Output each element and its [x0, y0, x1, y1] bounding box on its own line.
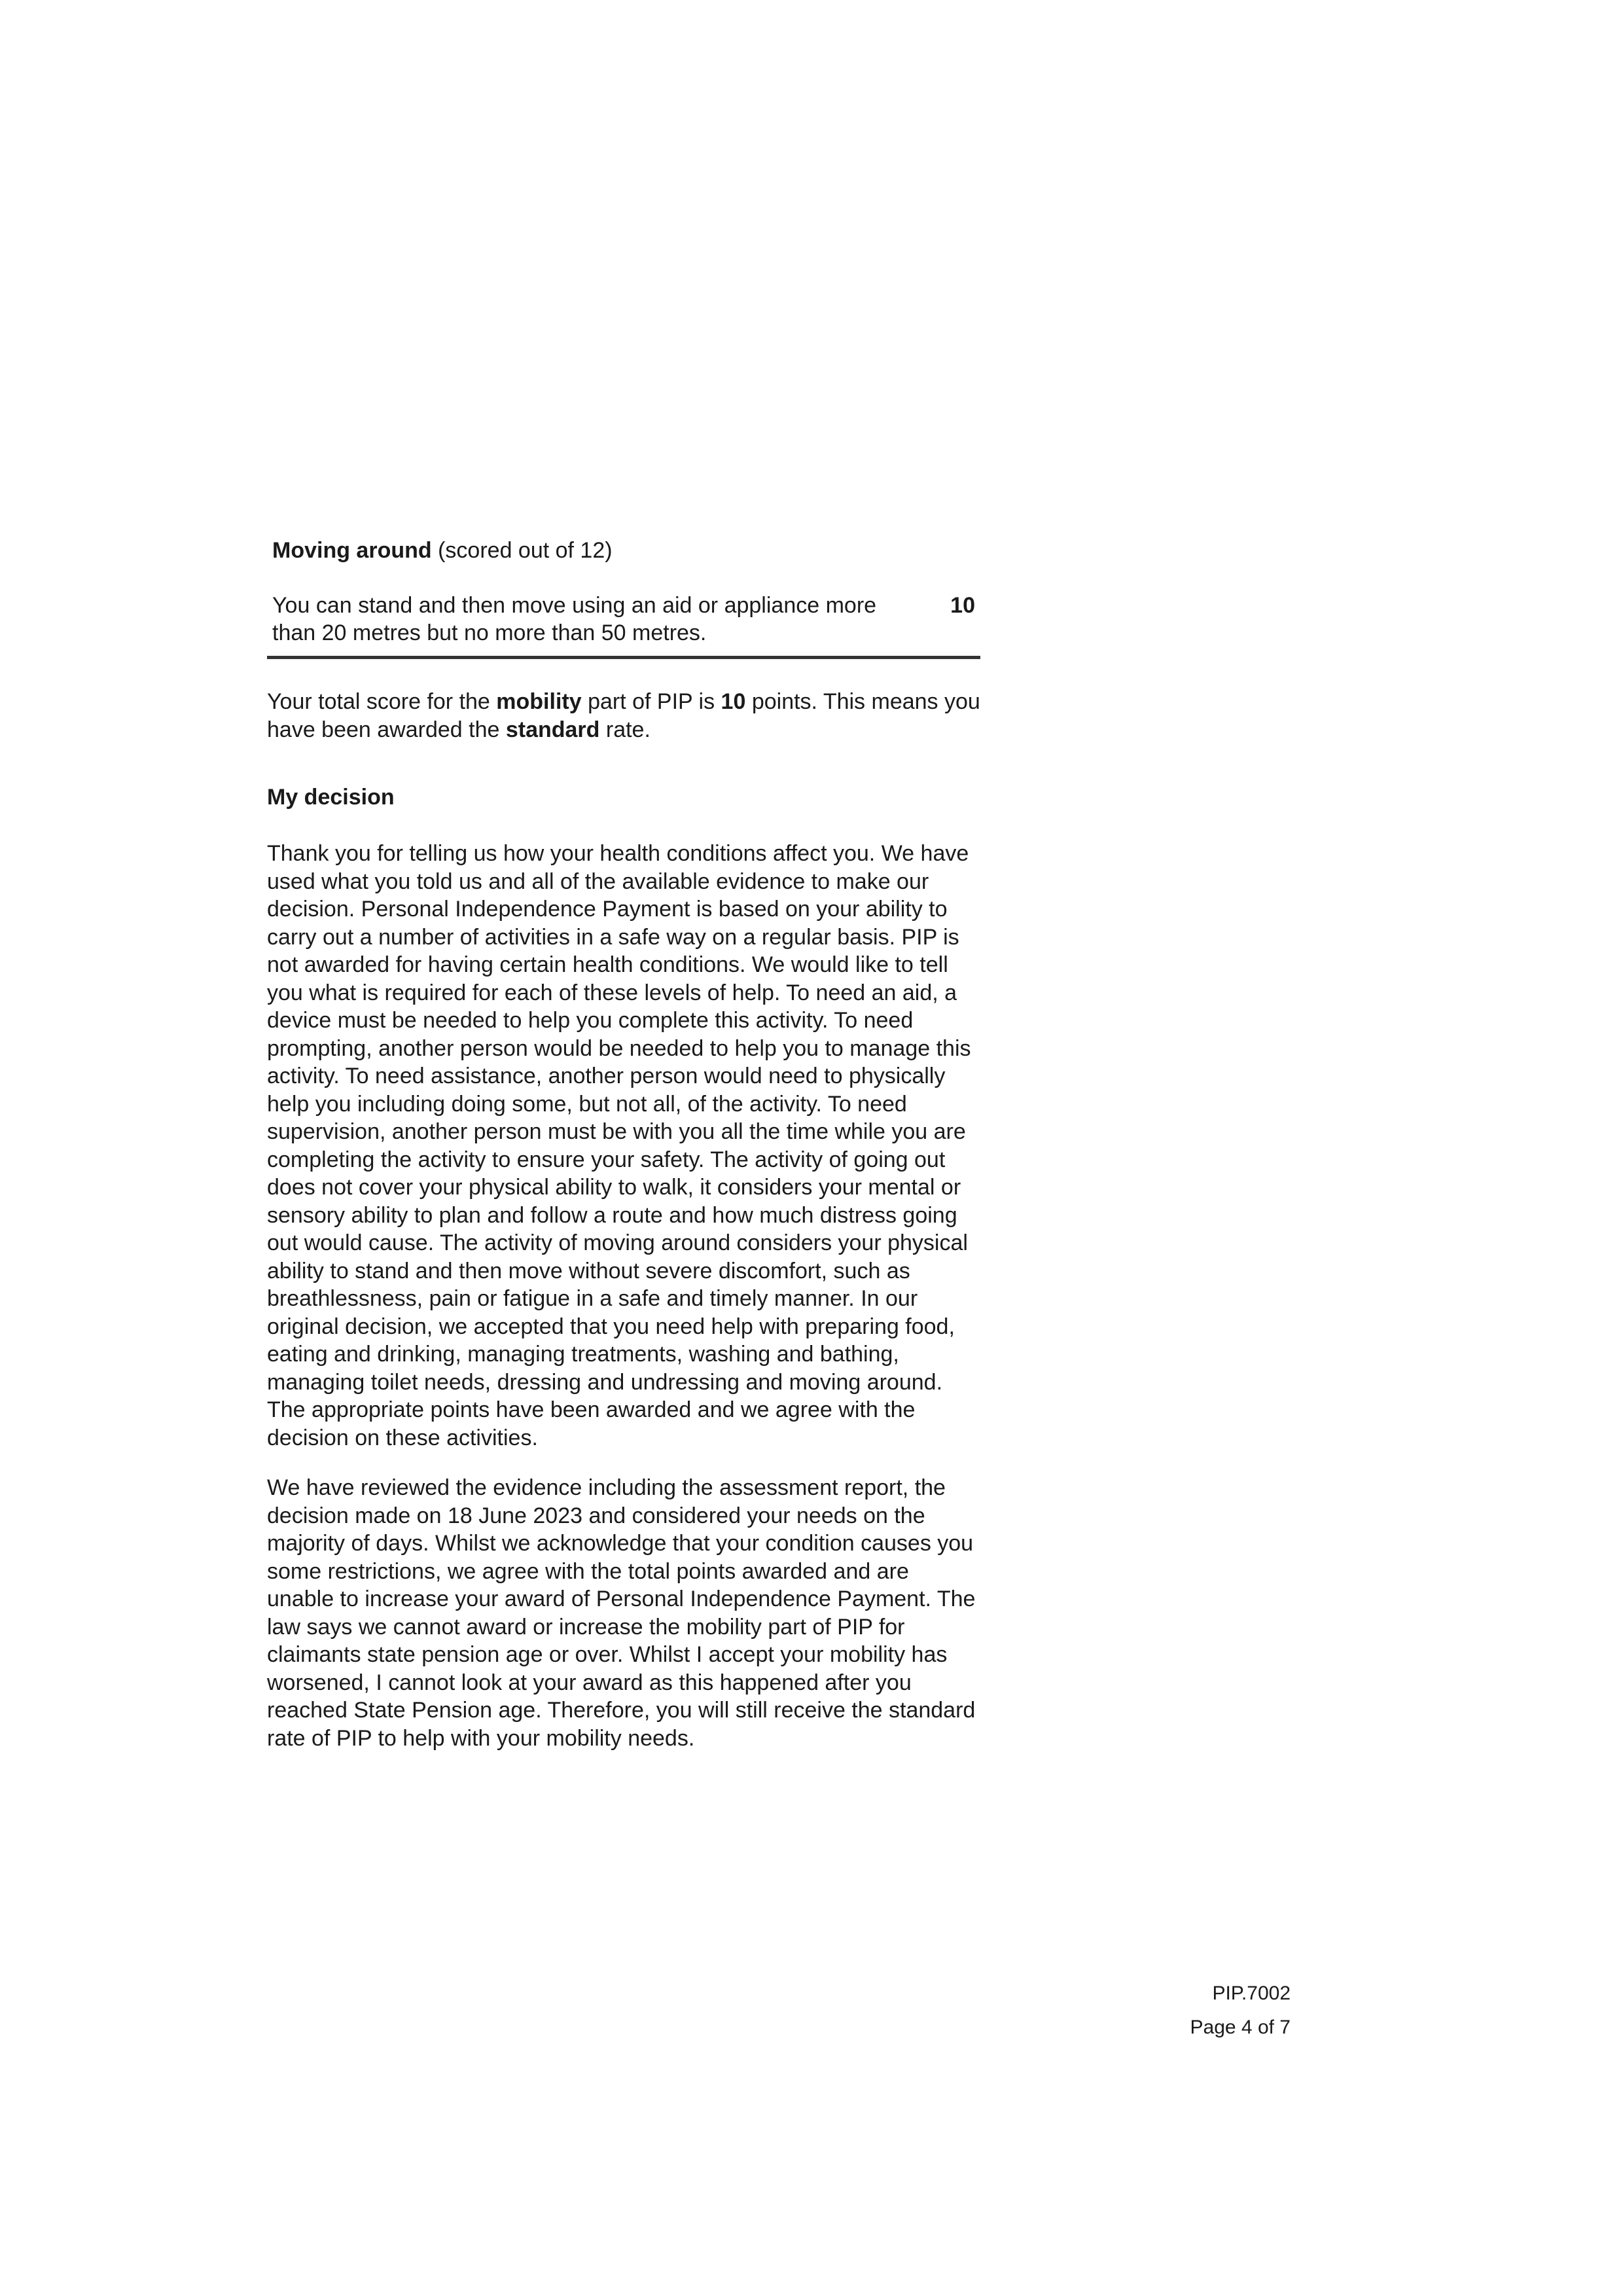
award-rate: standard	[505, 717, 600, 742]
total-score-value: 10	[721, 689, 746, 714]
letter-body	[267, 535, 980, 1774]
page-number: Page 4 of 7	[1190, 2017, 1291, 2038]
mobility-label: mobility	[496, 689, 582, 714]
moving-around-descriptor: You can stand and then move using an aid or appliance more than 20 metres but no more than 50 metres.	[272, 593, 877, 645]
moving-around-title: Moving around	[272, 538, 432, 563]
moving-around-score-row	[267, 592, 980, 659]
moving-around-scored-out-of: (scored out of 12)	[431, 538, 613, 563]
decision-paragraph-1: Thank you for telling us how your health conditions affect you. We have used what you told us and all of the available evidence to make our decision. Personal Independence Payment is based on your ability to carry out a number of activities in a safe way on a regular basis. PIP is not awarded for having certain health conditions. We would like to tell you what is required for each of these levels of help. To need an aid, a device must be needed to help you complete this activity. To need prompting, another person would be needed to help you to manage this activity. To need assistance, another person would need to physically help you including doing some, but not all, of the activity. To need supervision, another person must be with you all the time while you are completing the activity to ensure your safety. The activity of going out does not cover your physical ability to walk, it considers your mental or sensory ability to plan and follow a route and how much distress going out would cause. The activity of moving around considers your physical ability to stand and then move without severe discomfort, such as breathlessness, pain or fatigue in a safe and timely manner. In our original decision, we accepted that you need help with preparing food, eating and drinking, managing treatments, washing and bathing, managing toilet needs, dressing and undressing and moving around. The appropriate points have been awarded and we agree with the decision on these activities.	[267, 841, 971, 1450]
form-code: PIP.7002	[1212, 1982, 1291, 2004]
decision-paragraph-2: We have reviewed the evidence including the assessment report, the decision made on 18 June 2023 and considered your needs on the majority of days. Whilst we acknowledge that your condition causes you some restrictions, we agree with the total points awarded and are unable to increase your award of Personal Independence Payment. The law says we cannot award or increase the mobility part of PIP for claimants state pension age or over. Whilst I accept your mobility has worsened, I cannot look at your award as this happened after you reached State Pension age. Therefore, you will still receive the standard rate of PIP to help with your mobility needs.	[267, 1475, 976, 1751]
page-footer	[1190, 1977, 1291, 2045]
total-score-statement: Your total score for the mobility part of PIP is 10 points. This means you have been awarded the standard rate.	[267, 689, 980, 742]
decision-heading: My decision	[267, 785, 395, 810]
moving-around-points: 10	[950, 593, 975, 618]
moving-around-heading	[272, 535, 980, 565]
